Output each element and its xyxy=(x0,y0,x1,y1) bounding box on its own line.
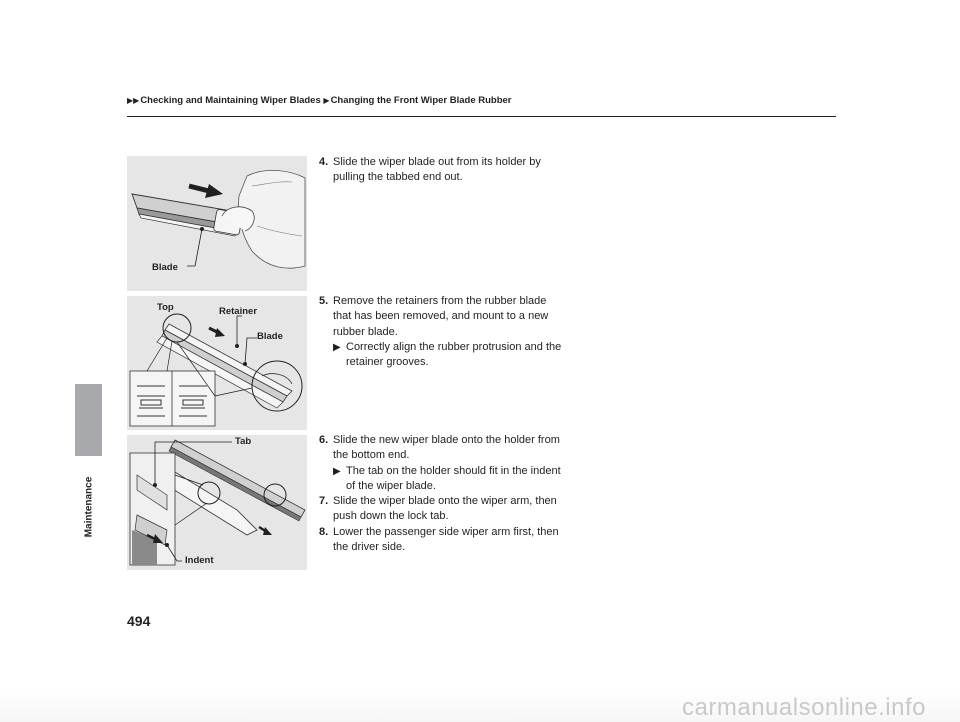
holder-tab-illustration xyxy=(127,435,307,570)
step-4 xyxy=(319,155,564,186)
step-6-note xyxy=(319,464,564,495)
step-number: 6. xyxy=(319,434,329,446)
label-retainer: Retainer xyxy=(219,306,258,317)
note-arrow-icon: ▶ xyxy=(333,341,341,353)
step-6 xyxy=(319,433,564,464)
step-7 xyxy=(319,494,564,525)
step-5 xyxy=(319,294,564,340)
step-number: 8. xyxy=(319,525,329,538)
step-number: 7. xyxy=(319,495,329,508)
breadcrumb-separator-icon: ▶ xyxy=(323,96,330,105)
step-text: Lower the passenger side wiper arm first, then the driver side. xyxy=(333,525,559,554)
figure-slide-new-blade xyxy=(127,435,307,570)
retainer-illustration xyxy=(127,296,307,430)
figure-slide-blade-out xyxy=(127,156,307,291)
label-blade: Blade xyxy=(152,262,178,273)
step-number: 5. xyxy=(319,295,329,307)
note-arrow-icon: ▶ xyxy=(333,465,341,477)
step-8 xyxy=(319,525,564,556)
step-4-block xyxy=(319,155,564,186)
label-blade: Blade xyxy=(257,331,283,342)
breadcrumb xyxy=(127,95,512,106)
label-indent: Indent xyxy=(185,555,214,566)
step-text: Slide the new wiper blade onto the holder from the bottom end. xyxy=(333,434,560,462)
label-top: Top xyxy=(157,302,174,313)
step-text: Slide the wiper blade onto the wiper arm, then push down the lock tab. xyxy=(333,495,557,523)
watermark-band xyxy=(0,690,960,722)
step-5-note xyxy=(319,340,564,371)
step-text: Slide the wiper blade out from its holder by pulling the tabbed end out. xyxy=(333,156,541,184)
section-tab-label xyxy=(75,462,102,552)
step-text: Remove the retainers from the rubber blade that has been removed, and mount to a new rubber blade. xyxy=(333,295,549,338)
breadcrumb-item-wiper-blades[interactable]: Checking and Maintaining Wiper Blades xyxy=(140,95,321,106)
step-number: 4. xyxy=(319,156,329,168)
watermark-text: carmanualsonline.info xyxy=(682,694,926,721)
label-tab: Tab xyxy=(235,436,252,447)
note-text: The tab on the holder should fit in the indent of the wiper blade. xyxy=(346,464,561,492)
section-tab-marker xyxy=(75,384,102,456)
header-divider xyxy=(127,116,836,117)
page-number: 494 xyxy=(127,613,151,629)
steps-6-8-block xyxy=(319,433,564,555)
section-label-text: Maintenance xyxy=(83,476,94,538)
step-5-block xyxy=(319,294,564,370)
figure-remove-retainers xyxy=(127,296,307,430)
breadcrumb-item-blade-rubber: Changing the Front Wiper Blade Rubber xyxy=(330,95,512,106)
breadcrumb-arrow-icon: ▶▶ xyxy=(127,96,140,105)
note-text: Correctly align the rubber protrusion and the retainer grooves. xyxy=(346,340,562,369)
